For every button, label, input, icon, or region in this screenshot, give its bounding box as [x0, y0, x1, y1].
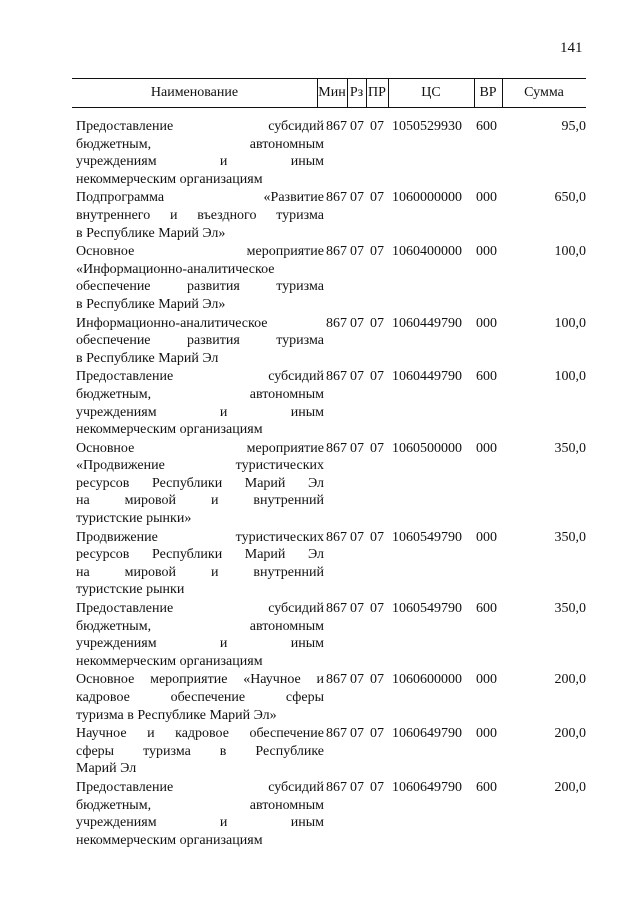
- row-name: [76, 189, 324, 242]
- row-rz: 07: [350, 190, 364, 206]
- row-name: [76, 529, 324, 599]
- header-name: Наименование: [72, 79, 318, 107]
- table-row: [72, 118, 586, 188]
- row-name: [76, 779, 324, 849]
- row-name-line: некоммерческим организациям: [76, 171, 263, 187]
- row-cs: 1050529930: [392, 119, 462, 134]
- row-min: 867: [326, 779, 347, 795]
- table-row: [72, 529, 586, 599]
- row-name-line: ресурсов Республики Марий Эл: [76, 475, 324, 491]
- row-name-line: Основное мероприятие: [76, 244, 324, 260]
- row-name-line: внутреннего и въездного туризма: [76, 207, 324, 223]
- row-rz: 07: [350, 601, 364, 617]
- row-rz: 07: [350, 726, 364, 742]
- row-name-line: учреждениям и иным: [76, 404, 324, 420]
- row-name: [76, 368, 324, 438]
- row-rz: 07: [350, 315, 364, 331]
- row-name-line: бюджетным, автономным: [76, 136, 324, 152]
- table-body: [72, 118, 586, 850]
- row-name-line: туристские рынки»: [76, 511, 192, 527]
- row-vr: 000: [476, 440, 497, 456]
- row-pr: 07: [370, 244, 384, 260]
- row-name: [76, 671, 324, 724]
- row-name-line: обеспечение развития туризма: [76, 279, 324, 295]
- row-rz: 07: [350, 440, 364, 456]
- row-name-line: на мировой и внутренний: [76, 493, 324, 509]
- row-name-line: Основное мероприятие: [76, 440, 324, 456]
- row-cs: 1060000000: [392, 190, 462, 206]
- table-row: [72, 368, 586, 438]
- row-sum: 350,0: [554, 440, 586, 456]
- header-vr: ВР: [474, 79, 503, 107]
- row-pr: 07: [370, 190, 384, 206]
- header-sum: Сумма: [524, 85, 564, 100]
- row-name-line: Предоставление субсидий: [76, 601, 324, 617]
- page-number: 141: [560, 40, 583, 56]
- row-name-line: обеспечение развития туризма: [76, 333, 324, 349]
- row-cs: 1060549790: [392, 601, 462, 617]
- row-name-line: туристские рынки: [76, 582, 185, 598]
- row-name-line: в Республике Марий Эл»: [76, 296, 226, 312]
- row-min: 867: [326, 244, 347, 260]
- row-sum: 100,0: [554, 369, 586, 385]
- row-cs: 1060600000: [392, 672, 462, 688]
- row-name-line: Основное мероприятие «Научное и: [76, 672, 324, 688]
- header-rz: Рз: [347, 79, 367, 107]
- row-vr: 000: [476, 315, 497, 331]
- row-name-line: Подпрограмма «Развитие: [76, 190, 324, 206]
- row-sum: 200,0: [554, 672, 586, 688]
- row-sum: 100,0: [554, 244, 586, 260]
- row-name-line: учреждениям и иным: [76, 815, 324, 831]
- row-name: [76, 600, 324, 670]
- row-pr: 07: [370, 440, 384, 456]
- row-name-line: учреждениям и иным: [76, 154, 324, 170]
- row-name-line: Предоставление субсидий: [76, 119, 324, 134]
- row-name-line: некоммерческим организациям: [76, 653, 263, 669]
- header-pr: ПР: [366, 79, 389, 107]
- row-min: 867: [326, 726, 347, 742]
- row-name-line: на мировой и внутренний: [76, 564, 324, 580]
- row-cs: 1060400000: [392, 244, 462, 260]
- row-vr: 600: [476, 369, 497, 385]
- table-row: [72, 725, 586, 778]
- row-name-line: Продвижение туристических: [76, 529, 324, 545]
- row-rz: 07: [350, 672, 364, 688]
- row-pr: 07: [370, 601, 384, 617]
- row-name-line: «Продвижение туристических: [76, 458, 324, 474]
- row-name-line: учреждениям и иным: [76, 636, 324, 652]
- row-name-line: ресурсов Республики Марий Эл: [76, 547, 324, 563]
- row-name-line: Предоставление субсидий: [76, 779, 324, 795]
- row-sum: 200,0: [554, 779, 586, 795]
- row-min: 867: [326, 315, 347, 331]
- row-cs: 1060449790: [392, 369, 462, 385]
- row-pr: 07: [370, 672, 384, 688]
- row-name-line: бюджетным, автономным: [76, 386, 324, 402]
- row-name: [76, 725, 324, 778]
- row-min: 867: [326, 190, 347, 206]
- row-sum: 100,0: [554, 315, 586, 331]
- row-vr: 600: [476, 119, 497, 134]
- row-vr: 000: [476, 244, 497, 260]
- row-vr: 000: [476, 190, 497, 206]
- row-name-line: Предоставление субсидий: [76, 369, 324, 385]
- row-name-line: бюджетным, автономным: [76, 618, 324, 634]
- row-name-line: некоммерческим организациям: [76, 832, 263, 848]
- row-rz: 07: [350, 369, 364, 385]
- row-min: 867: [326, 440, 347, 456]
- row-name-line: некоммерческим организациям: [76, 422, 263, 438]
- row-sum: 350,0: [554, 601, 586, 617]
- table-row: [72, 440, 586, 528]
- row-vr: 600: [476, 779, 497, 795]
- table-header: [72, 78, 586, 108]
- table-row: [72, 243, 586, 313]
- row-min: 867: [326, 529, 347, 545]
- row-pr: 07: [370, 119, 384, 134]
- row-name-line: кадровое обеспечение сферы: [76, 690, 324, 705]
- table-row: [72, 779, 586, 849]
- row-sum: 350,0: [554, 529, 586, 545]
- row-name-line: в Республике Марий Эл: [76, 350, 219, 366]
- row-min: 867: [326, 119, 347, 134]
- table-row: [72, 315, 586, 368]
- row-sum: 650,0: [554, 190, 586, 206]
- row-cs: 1060500000: [392, 440, 462, 456]
- row-pr: 07: [370, 369, 384, 385]
- row-rz: 07: [350, 244, 364, 260]
- row-name: [76, 118, 324, 188]
- row-name-line: «Информационно-аналитическое: [76, 261, 275, 277]
- row-name: [76, 315, 324, 368]
- row-vr: 600: [476, 601, 497, 617]
- row-min: 867: [326, 601, 347, 617]
- row-name-line: туризма в Республике Марий Эл»: [76, 707, 277, 723]
- row-cs: 1060649790: [392, 726, 462, 742]
- row-name-line: Информационно-аналитическое: [76, 315, 268, 331]
- row-rz: 07: [350, 119, 364, 134]
- row-rz: 07: [350, 779, 364, 795]
- row-min: 867: [326, 369, 347, 385]
- row-name-line: Марий Эл: [76, 761, 137, 777]
- table-row: [72, 600, 586, 670]
- row-name-line: сферы туризма в Республике: [76, 743, 324, 759]
- row-vr: 000: [476, 672, 497, 688]
- row-sum: 95,0: [561, 119, 586, 134]
- row-sum: 200,0: [554, 726, 586, 742]
- row-vr: 000: [476, 726, 497, 742]
- row-name: [76, 243, 324, 313]
- row-name-line: бюджетным, автономным: [76, 797, 324, 813]
- header-cs: ЦС: [388, 79, 475, 107]
- row-pr: 07: [370, 529, 384, 545]
- row-name-line: Научное и кадровое обеспечение: [76, 726, 324, 742]
- table-row: [72, 189, 586, 242]
- row-vr: 000: [476, 529, 497, 545]
- row-pr: 07: [370, 779, 384, 795]
- table-row: [72, 671, 586, 724]
- row-cs: 1060449790: [392, 315, 462, 331]
- row-name-line: в Республике Марий Эл»: [76, 225, 226, 241]
- header-min: Мин: [317, 79, 348, 107]
- row-cs: 1060549790: [392, 529, 462, 545]
- row-name: [76, 440, 324, 528]
- row-min: 867: [326, 672, 347, 688]
- row-pr: 07: [370, 315, 384, 331]
- row-pr: 07: [370, 726, 384, 742]
- row-rz: 07: [350, 529, 364, 545]
- row-cs: 1060649790: [392, 779, 462, 795]
